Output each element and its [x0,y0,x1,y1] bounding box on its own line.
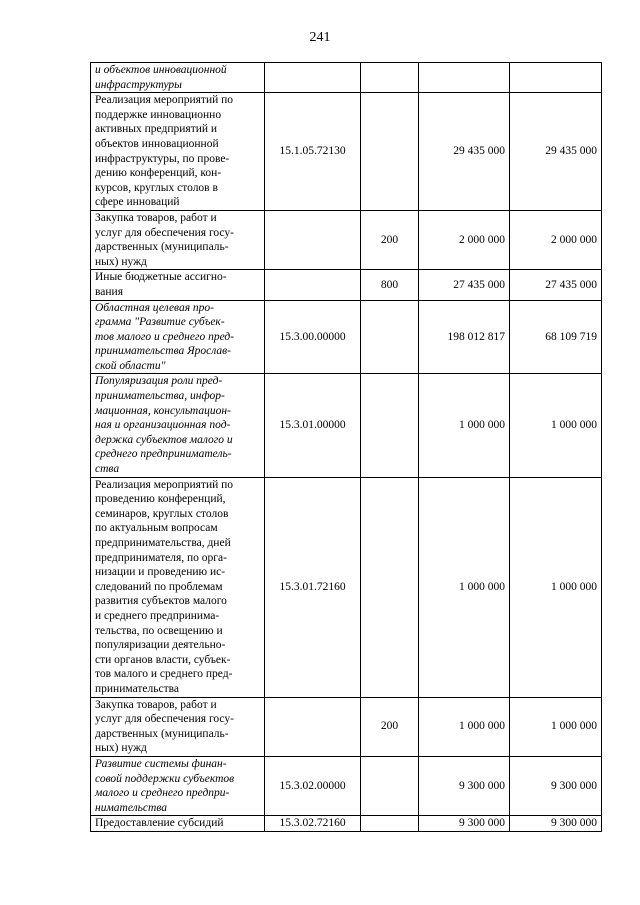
target-code-cell: 15.3.01.72160 [265,477,361,697]
row-name-cell: Закупка товаров, работ и услуг для обеспечения госу- дарственных (муниципаль- ных) нужд [91,697,265,756]
row-name-cell: Иные бюджетные ассигно- вания [91,270,265,300]
amount-cell: 29 435 000 [419,93,510,211]
amount-cell: 27 435 000 [419,270,510,300]
row-name-cell: Реализация мероприятий по проведению конференций, семинаров, круглых столов по актуальным вопросам предпринимательства, дней предпринимателя, по орга- низации и проведению ис- следований по проблемам развития субъектов малого и среднего предпринима- тельства, по освещению и популяризации деятельно- сти органов власти, субъек- тов малого и среднего пред- принимательства [91,477,265,697]
table-row [91,374,602,477]
expense-type-cell: 800 [361,270,419,300]
target-code-cell: 15.3.00.00000 [265,300,361,374]
target-code-cell: 15.3.01.00000 [265,374,361,477]
table-row [91,63,602,93]
amount-cell [510,63,602,93]
expense-type-cell [361,756,419,815]
expense-type-cell [361,63,419,93]
expense-type-cell: 200 [361,210,419,269]
table-row [91,300,602,374]
page-number: 241 [309,30,331,45]
amount-cell: 1 000 000 [510,477,602,697]
amount-cell: 68 109 719 [510,300,602,374]
target-code-cell: 15.1.05.72130 [265,93,361,211]
amount-cell: 27 435 000 [510,270,602,300]
row-name-cell: Развитие системы финан- совой поддержки субъектов малого и среднего предпри- нимательства [91,756,265,815]
table-row [91,93,602,211]
amount-cell: 29 435 000 [510,93,602,211]
amount-cell: 1 000 000 [419,374,510,477]
amount-cell: 9 300 000 [419,756,510,815]
amount-cell: 2 000 000 [419,210,510,269]
target-code-cell: 15.3.02.00000 [265,756,361,815]
expense-type-cell [361,816,419,832]
amount-cell: 1 000 000 [510,374,602,477]
table-row [91,270,602,300]
row-name-cell: и объектов инновационной инфраструктуры [91,63,265,93]
expense-type-cell [361,93,419,211]
target-code-cell [265,63,361,93]
amount-cell: 198 012 817 [419,300,510,374]
amount-cell: 9 300 000 [419,816,510,832]
amount-cell: 9 300 000 [510,816,602,832]
amount-cell: 1 000 000 [419,477,510,697]
table-row [91,477,602,697]
expense-type-cell [361,374,419,477]
target-code-cell [265,210,361,269]
amount-cell [419,63,510,93]
row-name-cell: Областная целевая про- грамма "Развитие субъек- тов малого и среднего пред- принимательства Ярослав- ской области" [91,300,265,374]
amount-cell: 1 000 000 [419,697,510,756]
expense-type-cell: 200 [361,697,419,756]
row-name-cell: Популяризация роли пред- принимательства, инфор- мационная, консультацион- ная и организационная под- держка субъектов малого и среднего предприниматель- ства [91,374,265,477]
target-code-cell: 15.3.02.72160 [265,816,361,832]
budget-table [90,62,602,832]
expense-type-cell [361,300,419,374]
row-name-cell: Реализация мероприятий по поддержке инновационно активных предприятий и объектов инновационной инфраструктуры, по прове- дению конференций, кон- курсов, круглых столов в сфере инноваций [91,93,265,211]
table-row [91,756,602,815]
row-name-cell: Предоставление субсидий [91,816,265,832]
target-code-cell [265,270,361,300]
expense-type-cell [361,477,419,697]
amount-cell: 9 300 000 [510,756,602,815]
target-code-cell [265,697,361,756]
amount-cell: 1 000 000 [510,697,602,756]
table-row [91,816,602,832]
row-name-cell: Закупка товаров, работ и услуг для обеспечения госу- дарственных (муниципаль- ных) нужд [91,210,265,269]
table-row [91,697,602,756]
table-row [91,210,602,269]
amount-cell: 2 000 000 [510,210,602,269]
